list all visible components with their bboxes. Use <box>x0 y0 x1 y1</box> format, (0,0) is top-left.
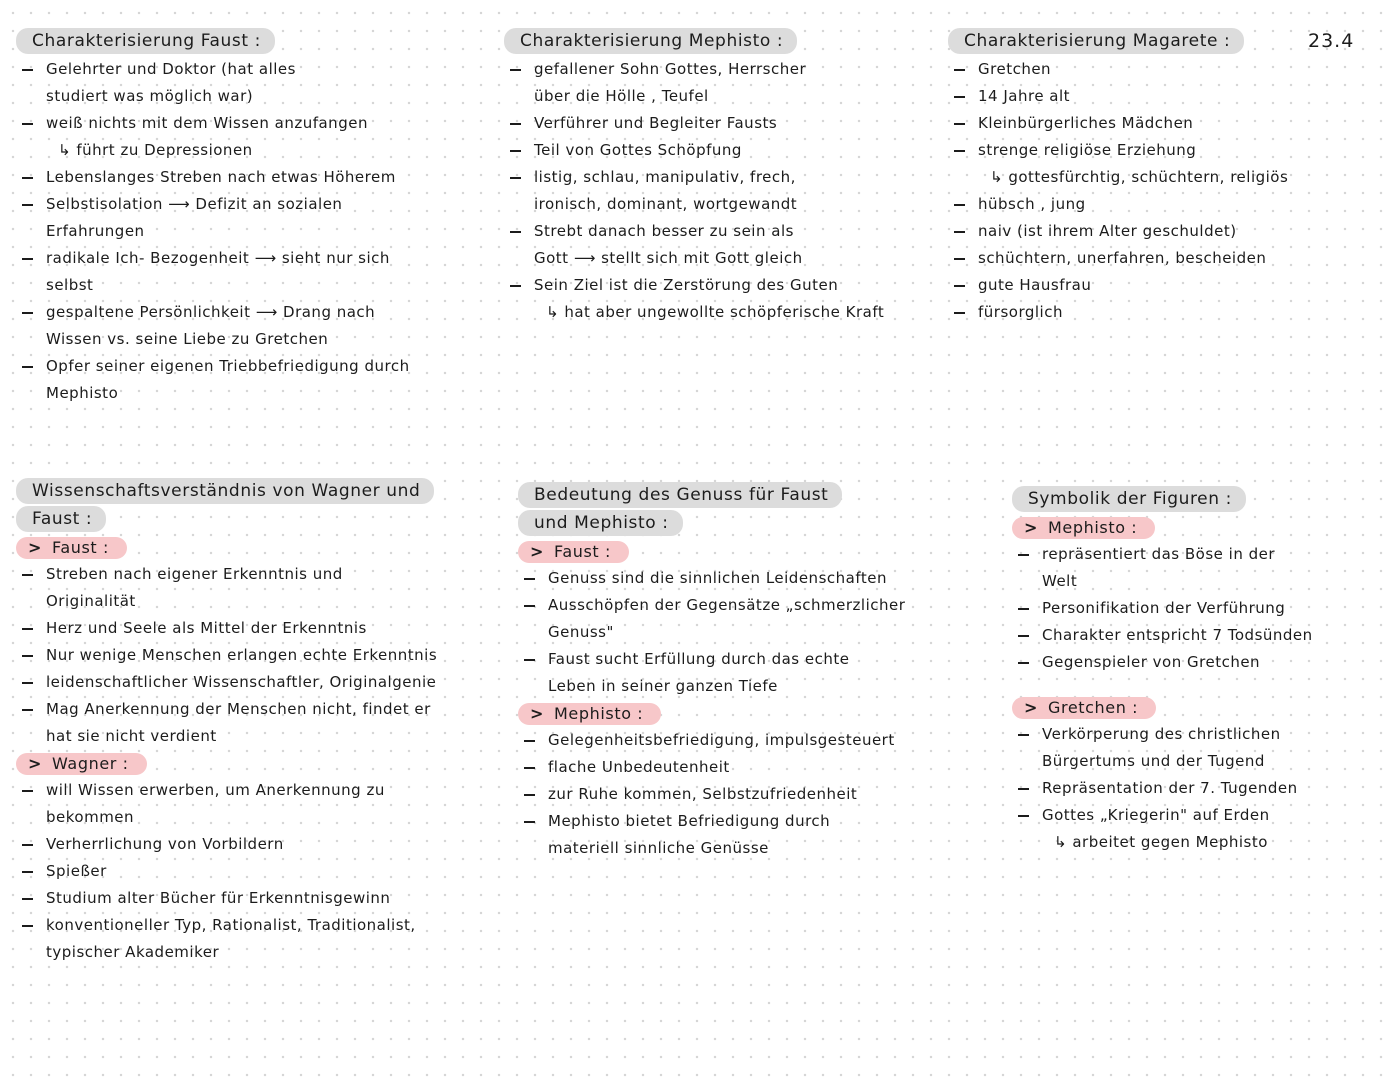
dash-bullet-icon <box>22 366 33 368</box>
dash-bullet-icon <box>1018 662 1029 664</box>
list-item <box>948 137 1368 191</box>
item-list <box>948 56 1368 326</box>
item-text-continued: ↳ führt zu Depressionen <box>58 141 253 159</box>
sublabel-text: Wagner : <box>52 754 129 773</box>
dash-bullet-icon <box>22 682 33 684</box>
section-mephisto <box>504 28 934 326</box>
section-title <box>16 478 434 534</box>
item-text-continued: ironisch, dominant, wortgewandt <box>534 195 798 213</box>
sublabel-text: Faust : <box>52 538 109 557</box>
dash-bullet-icon <box>1018 815 1029 817</box>
item-text: Mephisto bietet Befriedigung durch <box>548 812 831 830</box>
item-text-continued: ↳ arbeitet gegen Mephisto <box>1054 833 1268 851</box>
list-item <box>16 561 496 615</box>
chevron-right-icon: > <box>530 704 545 723</box>
list-item <box>16 299 486 353</box>
sublabel-text: Mephisto : <box>1048 518 1138 537</box>
section-genuss <box>518 482 948 862</box>
dash-bullet-icon <box>22 258 33 260</box>
item-list <box>504 56 934 326</box>
dash-bullet-icon <box>954 285 965 287</box>
item-text-continued: über die Hölle , Teufel <box>534 87 709 105</box>
item-text: schüchtern, unerfahren, bescheiden <box>978 249 1267 267</box>
dash-bullet-icon <box>524 821 535 823</box>
item-text-continued: ↳ gottesfürchtig, schüchtern, religiös <box>990 168 1289 186</box>
item-text: Gelehrter und Doktor (hat alles <box>46 60 296 78</box>
dash-bullet-icon <box>954 312 965 314</box>
item-text: will Wissen erwerben, um Anerkennung zu <box>46 781 385 799</box>
item-text: gute Hausfrau <box>978 276 1092 294</box>
dash-bullet-icon <box>954 231 965 233</box>
item-text-continued: Wissen vs. seine Liebe zu Gretchen <box>46 330 329 348</box>
dash-bullet-icon <box>22 844 33 846</box>
item-text-continued: Mephisto <box>46 384 119 402</box>
item-text: Verführer und Begleiter Fausts <box>534 114 778 132</box>
sublabel-gretchen <box>1012 697 1156 719</box>
list-item <box>1012 541 1388 595</box>
list-item <box>504 110 934 137</box>
item-text-continued: studiert was möglich war) <box>46 87 254 105</box>
item-text: Verkörperung des christlichen <box>1042 725 1281 743</box>
item-text-continued: Originalität <box>46 592 136 610</box>
list-item <box>16 353 486 407</box>
list-item <box>948 272 1368 299</box>
title-text: Symbolik der Figuren : <box>1012 486 1246 512</box>
item-text: gespaltene Persönlichkeit ⟶ Drang nach <box>46 303 376 321</box>
dash-bullet-icon <box>22 574 33 576</box>
list-item <box>518 646 948 700</box>
item-text: strenge religiöse Erziehung <box>978 141 1197 159</box>
list-item <box>16 858 496 885</box>
dash-bullet-icon <box>510 150 521 152</box>
item-text: Repräsentation der 7. Tugenden <box>1042 779 1298 797</box>
dash-bullet-icon <box>22 898 33 900</box>
item-text: Ausschöpfen der Gegensätze „schmerzlicher <box>548 596 906 614</box>
item-text-continued: bekommen <box>46 808 135 826</box>
item-text-continued: ↳ hat aber ungewollte schöpferische Kraft <box>546 303 885 321</box>
dash-bullet-icon <box>524 578 535 580</box>
section-wissenschaft <box>16 478 496 966</box>
item-list-mephisto <box>518 727 948 862</box>
dash-bullet-icon <box>954 150 965 152</box>
item-text: Spießer <box>46 862 107 880</box>
section-title <box>504 28 797 56</box>
chevron-right-icon: > <box>1024 518 1039 537</box>
title-text-line1: Wissenschaftsverständnis von Wagner und <box>16 478 434 504</box>
item-text: listig, schlau, manipulativ, frech, <box>534 168 796 186</box>
dash-bullet-icon <box>22 312 33 314</box>
list-item <box>16 615 496 642</box>
item-text: 14 Jahre alt <box>978 87 1071 105</box>
dash-bullet-icon <box>524 794 535 796</box>
dash-bullet-icon <box>22 204 33 206</box>
item-text: zur Ruhe kommen, Selbstzufriedenheit <box>548 785 858 803</box>
chevron-right-icon: > <box>28 754 43 773</box>
list-item <box>16 56 486 110</box>
date-label: 23.4 <box>1308 30 1355 52</box>
item-text: Nur wenige Menschen erlangen echte Erkenntnis <box>46 646 438 664</box>
sublabel-wagner <box>16 753 147 775</box>
item-text: Selbstisolation ⟶ Defizit an sozialen <box>46 195 343 213</box>
item-text: Opfer seiner eigenen Triebbefriedigung durch <box>46 357 410 375</box>
item-list-faust <box>518 565 948 700</box>
dash-bullet-icon <box>22 655 33 657</box>
section-title <box>1012 486 1246 514</box>
title-text-line1: Bedeutung des Genuss für Faust <box>518 482 842 508</box>
list-item <box>16 777 496 831</box>
list-item <box>16 110 486 164</box>
dash-bullet-icon <box>1018 788 1029 790</box>
list-item <box>504 164 934 218</box>
list-item <box>518 727 948 754</box>
list-item <box>948 191 1368 218</box>
item-text: Kleinbürgerliches Mädchen <box>978 114 1194 132</box>
list-item <box>1012 649 1388 676</box>
list-item <box>504 218 934 272</box>
sublabel-text: Gretchen : <box>1048 698 1139 717</box>
section-margarete <box>948 28 1368 326</box>
item-list-mephisto <box>1012 541 1388 676</box>
item-text-continued: Welt <box>1042 572 1078 590</box>
item-list-gretchen <box>1012 721 1388 856</box>
list-item <box>16 912 496 966</box>
dash-bullet-icon <box>1018 635 1029 637</box>
list-item <box>518 781 948 808</box>
item-text-continued: Gott ⟶ stellt sich mit Gott gleich <box>534 249 803 267</box>
list-item <box>1012 622 1388 649</box>
item-text-continued: Erfahrungen <box>46 222 145 240</box>
dash-bullet-icon <box>510 69 521 71</box>
item-text: Gottes „Kriegerin" auf Erden <box>1042 806 1270 824</box>
list-item <box>948 299 1368 326</box>
dash-bullet-icon <box>1018 554 1029 556</box>
list-item <box>504 272 934 326</box>
sublabel-text: Mephisto : <box>554 704 644 723</box>
dash-bullet-icon <box>22 177 33 179</box>
item-list-wagner <box>16 777 496 966</box>
dash-bullet-icon <box>524 767 535 769</box>
list-item <box>1012 721 1388 775</box>
section-symbolik <box>1012 486 1388 856</box>
list-item <box>1012 595 1388 622</box>
item-list <box>16 56 486 407</box>
list-item <box>16 245 486 299</box>
dash-bullet-icon <box>954 96 965 98</box>
dash-bullet-icon <box>524 659 535 661</box>
dash-bullet-icon <box>954 69 965 71</box>
list-item <box>948 218 1368 245</box>
dash-bullet-icon <box>510 285 521 287</box>
chevron-right-icon: > <box>1024 698 1039 717</box>
item-text: Personifikation der Verführung <box>1042 599 1286 617</box>
dash-bullet-icon <box>22 628 33 630</box>
list-item <box>16 669 496 696</box>
item-text: Charakter entspricht 7 Todsünden <box>1042 626 1313 644</box>
item-text: naiv (ist ihrem Alter geschuldet) <box>978 222 1237 240</box>
list-item <box>1012 775 1388 802</box>
item-text-continued: Genuss" <box>548 623 614 641</box>
item-text: gefallener Sohn Gottes, Herrscher <box>534 60 807 78</box>
title-text: Charakterisierung Magarete : <box>948 28 1244 54</box>
list-item <box>948 83 1368 110</box>
list-item <box>518 592 948 646</box>
list-item <box>948 245 1368 272</box>
sublabel-text: Faust : <box>554 542 611 561</box>
section-title <box>16 28 275 56</box>
item-text-continued: selbst <box>46 276 94 294</box>
item-text: Gelegenheitsbefriedigung, impulsgesteuert <box>548 731 895 749</box>
list-item <box>518 808 948 862</box>
dash-bullet-icon <box>954 123 965 125</box>
sublabel-faust <box>16 537 127 559</box>
item-text: radikale Ich- Bezogenheit ⟶ sieht nur sich <box>46 249 390 267</box>
item-text: weiß nichts mit dem Wissen anzufangen <box>46 114 368 132</box>
item-text: Streben nach eigener Erkenntnis und <box>46 565 343 583</box>
sublabel-faust <box>518 541 629 563</box>
dash-bullet-icon <box>22 709 33 711</box>
item-text: Teil von Gottes Schöpfung <box>534 141 742 159</box>
list-item <box>948 56 1368 83</box>
item-text-continued: Leben in seiner ganzen Tiefe <box>548 677 778 695</box>
sublabel-mephisto <box>518 703 661 725</box>
item-text: Genuss sind die sinnlichen Leidenschaften <box>548 569 887 587</box>
item-text: flache Unbedeutenheit <box>548 758 730 776</box>
item-text: hübsch , jung <box>978 195 1086 213</box>
section-title <box>518 482 842 538</box>
list-item <box>16 164 486 191</box>
dash-bullet-icon <box>524 740 535 742</box>
list-item <box>1012 802 1388 856</box>
list-item <box>948 110 1368 137</box>
title-text: Charakterisierung Mephisto : <box>504 28 797 54</box>
item-text: Sein Ziel ist die Zerstörung des Guten <box>534 276 839 294</box>
sublabel-mephisto <box>1012 517 1155 539</box>
item-text: Verherrlichung von Vorbildern <box>46 835 284 853</box>
dash-bullet-icon <box>22 69 33 71</box>
item-text: repräsentiert das Böse in der <box>1042 545 1276 563</box>
dash-bullet-icon <box>510 177 521 179</box>
dash-bullet-icon <box>22 123 33 125</box>
item-text: Studium alter Bücher für Erkenntnisgewinn <box>46 889 391 907</box>
list-item <box>16 642 496 669</box>
section-title <box>948 28 1244 56</box>
item-text-continued: Bürgertums und der Tugend <box>1042 752 1265 770</box>
dash-bullet-icon <box>954 204 965 206</box>
list-item <box>504 137 934 164</box>
list-item <box>16 191 486 245</box>
list-item <box>504 56 934 110</box>
item-text: konventioneller Typ, Rationalist, Traditionalist, <box>46 916 416 934</box>
item-text-continued: materiell sinnliche Genüsse <box>548 839 769 857</box>
item-text: Strebt danach besser zu sein als <box>534 222 794 240</box>
item-text-continued: typischer Akademiker <box>46 943 220 961</box>
section-faust <box>16 28 486 407</box>
title-text-line2: und Mephisto : <box>518 510 683 536</box>
item-text: Gretchen <box>978 60 1052 78</box>
chevron-right-icon: > <box>530 542 545 561</box>
item-text: leidenschaftlicher Wissenschaftler, Originalgenie <box>46 673 437 691</box>
list-item <box>518 565 948 592</box>
title-text: Charakterisierung Faust : <box>16 28 275 54</box>
dash-bullet-icon <box>510 123 521 125</box>
item-text: Gegenspieler von Gretchen <box>1042 653 1261 671</box>
list-item <box>16 831 496 858</box>
item-text: Herz und Seele als Mittel der Erkenntnis <box>46 619 367 637</box>
dash-bullet-icon <box>510 231 521 233</box>
dash-bullet-icon <box>22 925 33 927</box>
dash-bullet-icon <box>524 605 535 607</box>
item-text: Lebenslanges Streben nach etwas Höherem <box>46 168 396 186</box>
title-text-line2: Faust : <box>16 506 106 532</box>
list-item <box>16 696 496 750</box>
item-text: Mag Anerkennung der Menschen nicht, findet er <box>46 700 431 718</box>
dash-bullet-icon <box>1018 734 1029 736</box>
item-text-continued: hat sie nicht verdient <box>46 727 217 745</box>
dash-bullet-icon <box>22 790 33 792</box>
chevron-right-icon: > <box>28 538 43 557</box>
item-text: Faust sucht Erfüllung durch das echte <box>548 650 850 668</box>
item-text: fürsorglich <box>978 303 1063 321</box>
dash-bullet-icon <box>22 871 33 873</box>
item-list-faust <box>16 561 496 750</box>
list-item <box>518 754 948 781</box>
dash-bullet-icon <box>954 258 965 260</box>
list-item <box>16 885 496 912</box>
dash-bullet-icon <box>1018 608 1029 610</box>
